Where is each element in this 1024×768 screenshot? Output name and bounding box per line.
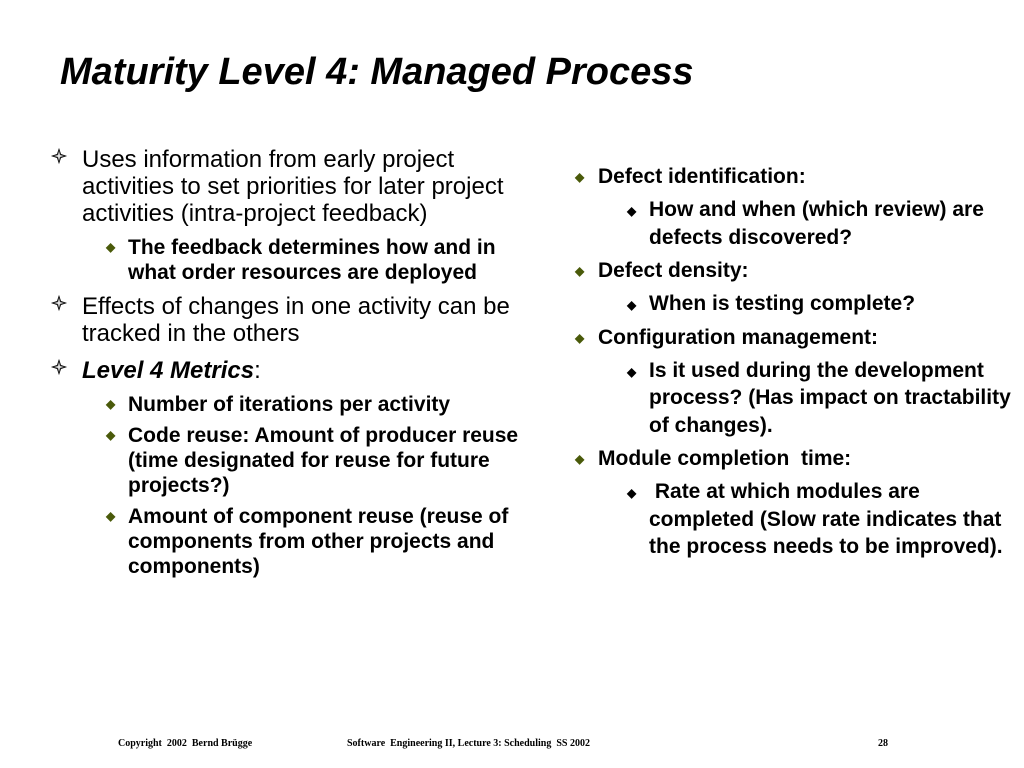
- list-item-text: Configuration management:: [598, 325, 879, 349]
- list-item: [50, 504, 530, 579]
- list-item: [50, 357, 530, 384]
- list-item: [572, 257, 1012, 284]
- list-item-text: [82, 357, 530, 384]
- list-item: [572, 478, 1012, 561]
- filled-diamond-icon: ◆: [106, 428, 116, 442]
- list-item: [572, 163, 1012, 190]
- filled-diamond-icon: ◆: [627, 364, 637, 379]
- list-item-text: How and when (which review) are defects discovered?: [649, 198, 984, 249]
- list-item-text: When is testing complete?: [649, 292, 916, 315]
- left-column: [50, 146, 530, 587]
- list-item: [50, 293, 530, 347]
- filled-diamond-icon: ◆: [575, 452, 585, 466]
- footer-copyright: Copyright 2002 Bernd Brügge: [118, 738, 253, 749]
- list-item-text: Module completion time:: [598, 447, 852, 470]
- list-item: [572, 445, 1012, 472]
- filled-diamond-icon: ◆: [106, 397, 116, 411]
- list-item-text: Amount of component reuse (reuse of components from other projects and components): [128, 505, 509, 578]
- four-petal-diamond-icon: [50, 358, 68, 376]
- list-item-text: Code reuse: Amount of producer reuse (time designated for reuse for future projects?): [128, 424, 519, 497]
- footer-page-number: 28: [878, 738, 888, 749]
- filled-diamond-icon: ◆: [575, 264, 585, 278]
- list-item: [572, 196, 1012, 251]
- list-item: [50, 423, 530, 498]
- list-item-text: The feedback determines how and in what order resources are deployed: [128, 236, 496, 284]
- metrics-heading: Level 4 Metrics: [82, 357, 255, 384]
- filled-diamond-icon: ◆: [627, 298, 637, 312]
- four-petal-diamond-icon: [50, 147, 68, 165]
- filled-diamond-icon: ◆: [106, 509, 116, 523]
- list-item-text: Is it used during the development process? (Has impact on tractability of changes).: [649, 358, 1011, 437]
- list-item-text: Defect identification:: [598, 165, 806, 188]
- list-item-text: Rate at which modules are completed (Slow rate indicates that the process needs to be improved).: [649, 480, 1008, 558]
- list-item-text: Defect density:: [598, 259, 749, 282]
- list-item: [572, 357, 1012, 440]
- filled-diamond-icon: ◆: [627, 486, 637, 500]
- footer-course: Software Engineering II, Lecture 3: Scheduling SS 2002: [347, 738, 590, 749]
- list-item: [572, 324, 1012, 351]
- filled-diamond-icon: ◆: [627, 204, 637, 218]
- slide-title: Maturity Level 4: Managed Process: [60, 51, 694, 93]
- filled-diamond-icon: ◆: [575, 170, 585, 184]
- filled-diamond-icon: ◆: [106, 240, 116, 254]
- list-item: [50, 146, 530, 227]
- list-item: [572, 290, 1012, 318]
- filled-diamond-icon: ◆: [575, 330, 585, 345]
- list-item-text: Number of iterations per activity: [128, 393, 451, 416]
- four-petal-diamond-icon: [50, 294, 68, 312]
- metrics-heading-colon: :: [254, 357, 261, 384]
- right-column: [572, 163, 1012, 567]
- list-item-text: Effects of changes in one activity can be tracked in the others: [82, 293, 510, 347]
- list-item: [50, 392, 530, 417]
- list-item: [50, 235, 530, 285]
- list-item-text: Uses information from early project activities to set priorities for later project activities (intra-project feedback): [82, 146, 504, 227]
